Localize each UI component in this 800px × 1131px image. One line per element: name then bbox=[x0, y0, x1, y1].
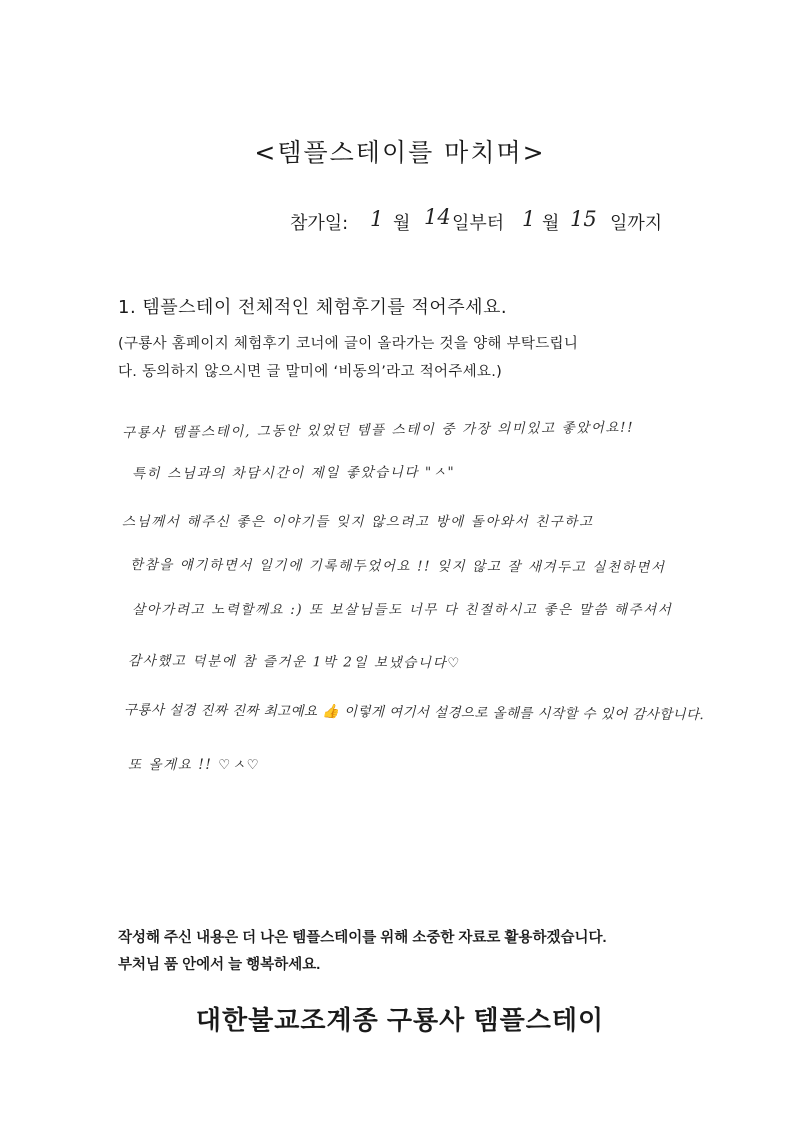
handwritten-line: 스님께서 해주신 좋은 이야기들 잊지 않으려고 방에 돌아와서 친구하고 bbox=[122, 514, 594, 530]
end-day: 15 bbox=[570, 207, 597, 231]
participation-dates bbox=[290, 205, 710, 241]
start-month: 1 bbox=[370, 207, 384, 231]
handwritten-line: 한참을 얘기하면서 일기에 기록해두었어요 !! 잊지 않고 잘 새겨두고 실천하면서 bbox=[129, 557, 666, 576]
from-text: 일부터 bbox=[452, 213, 505, 234]
consent-note-line: 다. 동의하지 않으시면 글 말미에 ‘비동의’라고 적어주세요.) bbox=[118, 364, 503, 380]
participation-label: 참가일: bbox=[290, 213, 349, 234]
start-month-unit: 월 bbox=[393, 213, 411, 234]
handwritten-line: 살아가려고 노력할께요 :) 또 보살님들도 너무 다 친절하시고 좋은 말씀 해주셔서 bbox=[132, 602, 673, 618]
question-1: 1. 템플스테이 전체적인 체험후기를 적어주세요. bbox=[118, 297, 508, 318]
handwritten-line: 특히 스님과의 차담시간이 제일 좋았습니다 "ㅅ" bbox=[131, 464, 456, 482]
handwritten-line: 감사했고 덕분에 참 즐거운 1박 2일 보냈습니다♡ bbox=[127, 653, 462, 672]
consent-note-line: (구룡사 홈페이지 체험후기 코너에 글이 올라가는 것을 양해 부탁드립니 bbox=[118, 336, 579, 352]
end-month-unit: 월 bbox=[542, 213, 560, 234]
handwritten-line: 구룡사 템플스테이, 그동안 있었던 템플 스테이 중 가장 의미있고 좋았어요!! bbox=[121, 419, 635, 441]
until-text: 일까지 bbox=[610, 213, 663, 234]
start-day: 14 bbox=[424, 205, 451, 229]
handwritten-line: 구룡사 설경 진짜 진짜 최고예요 👍 이렇게 여기서 설경으로 올해를 시작할 수 있어 감사합니다. bbox=[123, 702, 705, 724]
consent-note bbox=[118, 330, 708, 386]
end-month: 1 bbox=[522, 207, 536, 231]
organization-name: 대한불교조계종 구룡사 템플스테이 bbox=[195, 1005, 605, 1035]
form-title: <템플스테이를 마치며> bbox=[254, 138, 546, 167]
closing-message bbox=[118, 925, 607, 979]
closing-line: 부처님 품 안에서 늘 행복하세요. bbox=[118, 957, 321, 973]
closing-line: 작성해 주신 내용은 더 나은 템플스테이를 위해 소중한 자료로 활용하겠습니다. bbox=[118, 930, 607, 946]
handwritten-line: 또 올게요 !! ♡ㅅ♡ bbox=[128, 757, 261, 773]
